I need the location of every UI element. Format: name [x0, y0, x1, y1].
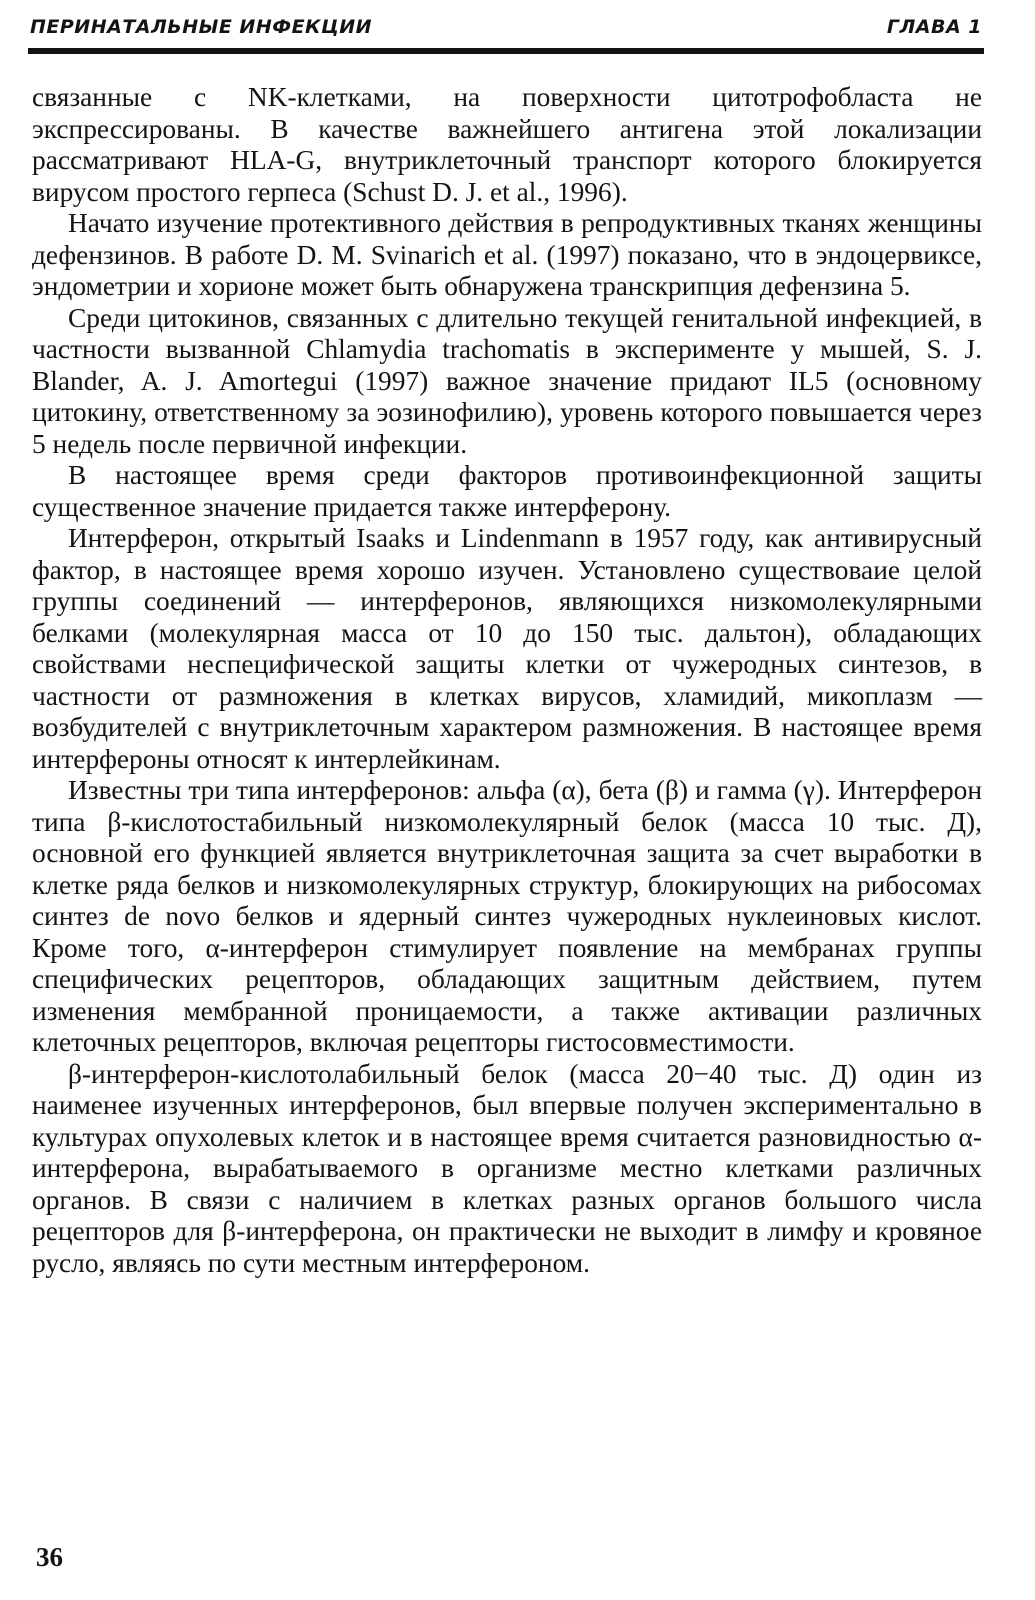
paragraph: β-интерферон-кислотолабильный белок (масса 20−40 тыс. Д) один из наименее изученных интерферонов, был впервые получен экспериментально в культурах опухолевых клеток и в настоящее время считается разновидностью α-интерферона, вырабатываемого в организме местно клетками различных органов. В связи с наличием в клетках разных органов большого числа рецепторов для β-интерферона, он практически не выходит в лимфу и кровяное русло, являясь по сути местным интерфероном. — [32, 1058, 982, 1278]
header-rule — [28, 48, 984, 54]
running-title: ПЕРИНАТАЛЬНЫЕ ИНФЕКЦИИ — [30, 16, 373, 38]
chapter-label: ГЛАВА 1 — [886, 16, 982, 38]
paragraph: Интерферон, открытый Isaaks и Lindenmann в 1957 году, как антивирусный фактор, в настоящее время хорошо изучен. Установлено существоваие целой группы соединений — интерферонов, являющихся низкомолекулярными белками (молекулярная масса от 10 до 150 тыс. дальтон), обладающих свойствами неспецифической защиты клетки от чужеродных синтезов, в частности от размножения в клетках вирусов, хламидий, микоплазм — возбудителей с внутриклеточным характером размножения. В настоящее время интерфероны относят к интерлейкинам. — [32, 523, 982, 774]
running-header — [30, 16, 982, 46]
page-number: 36 — [36, 1542, 63, 1572]
paragraph: Начато изучение протективного действия в репродуктивных тканях женщины дефензинов. В работе D. M. Svinarich et al. (1997) показано, что в эндоцервиксе, эндометрии и хорионе может быть обнаружена транскрипция дефензина 5. — [32, 208, 982, 301]
paragraph: связанные с NK-клетками, на поверхности цитотрофобласта не экспрессированы. В качестве важнейшего антигена этой локализации рассматривают HLA-G, внутриклеточный транспорт которого блокируется вирусом простого герпеса (Schust D. J. et al., 1996). — [32, 82, 982, 207]
paragraph: В настоящее время среди факторов противоинфекционной защиты существенное значение придается также интерферону. — [32, 460, 982, 522]
paragraph: Среди цитокинов, связанных с длительно текущей генитальной инфекцией, в частности вызванной Chlamydia trachomatis в эксперименте у мышей, S. J. Blander, A. J. Amortegui (1997) важное значение придают IL5 (основному цитокину, ответственному за эозинофилию), уровень которого повышается через 5 недель после первичной инфекции. — [32, 302, 982, 459]
body-text — [32, 82, 982, 1279]
paragraph: Известны три типа интерферонов: альфа (α), бета (β) и гамма (γ). Интерферон типа β-кислотостабильный низкомолекулярный белок (масса 10 тыс. Д), основной его функцией является внутриклеточная защита за счет выработки в клетке ряда белков и низкомолекулярных структур, блокирующих на рибосомах синтез de novo белков и ядерный синтез чужеродных нуклеиновых кислот. Кроме того, α-интерферон стимулирует появление на мембранах группы специфических рецепторов, обладающих защитным действием, путем изменения мембранной проницаемости, а также активации различных клеточных рецепторов, включая рецепторы гистосовместимости. — [32, 775, 982, 1057]
